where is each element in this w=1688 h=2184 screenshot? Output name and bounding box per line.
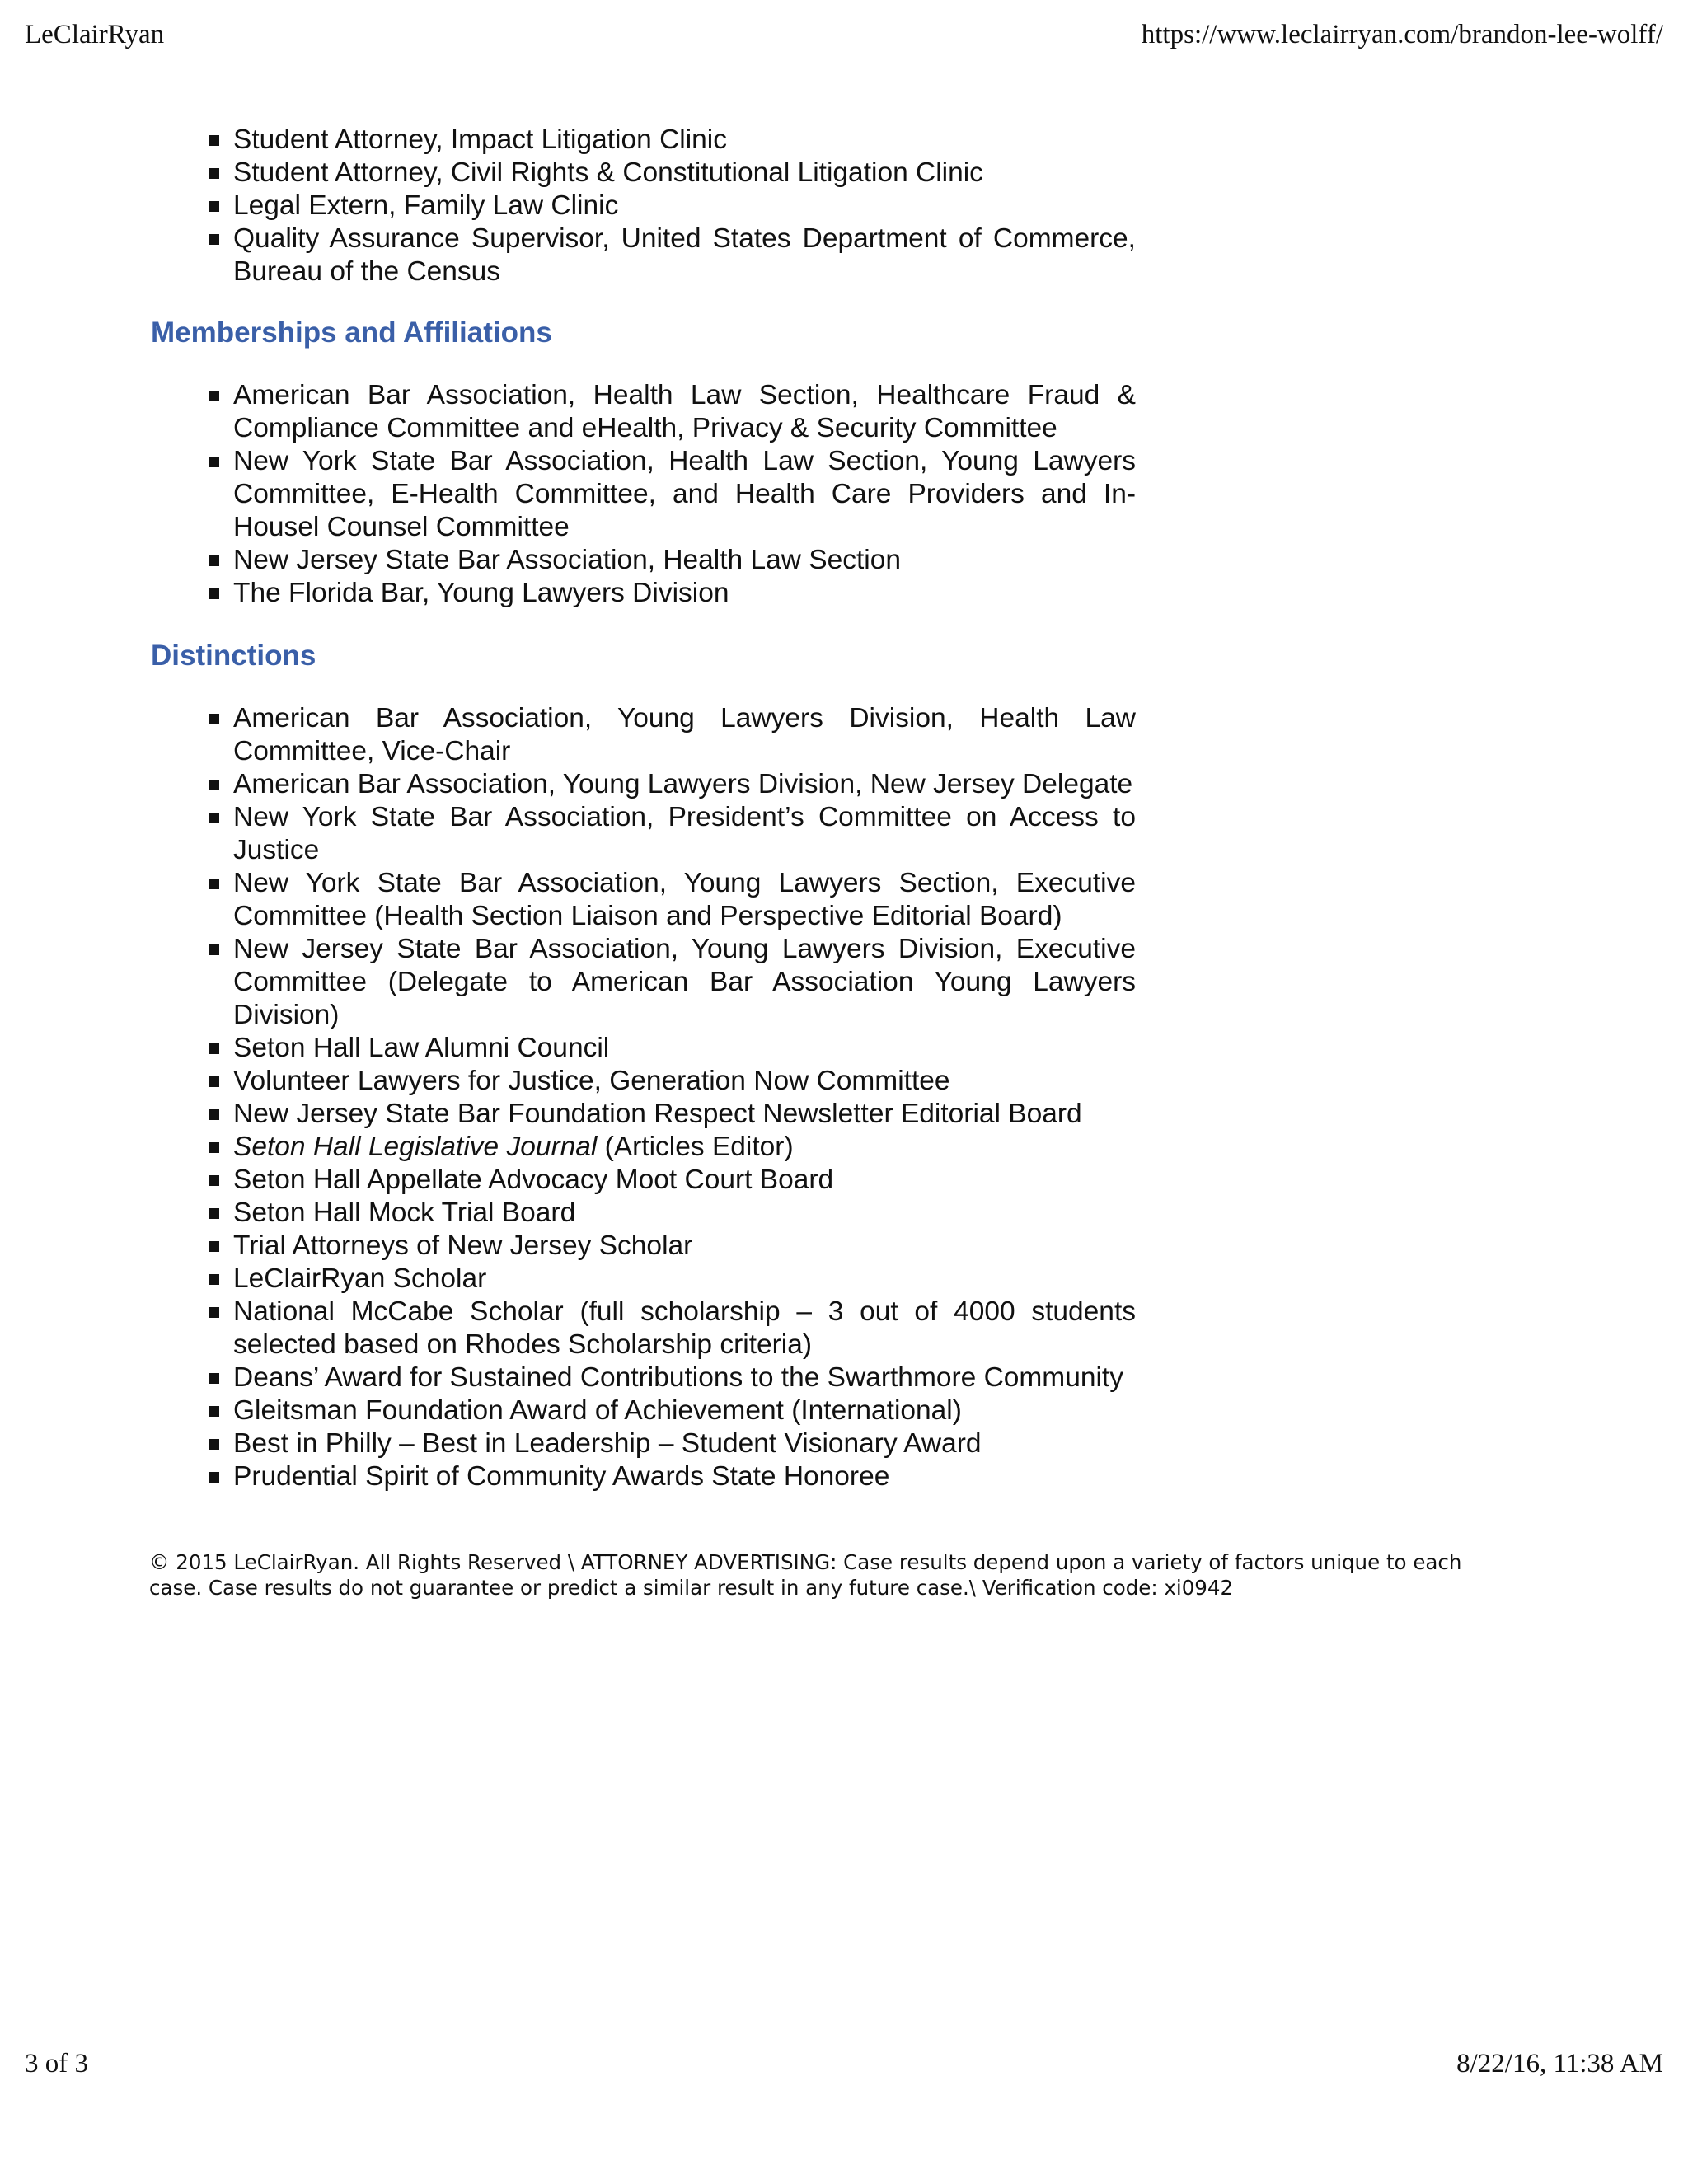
list-item-text: Prudential Spirit of Community Awards State Honoree (233, 1461, 890, 1492)
list-item (233, 1460, 1136, 1493)
list-item (233, 801, 1136, 867)
list-item-text: Trial Attorneys of New Jersey Scholar (233, 1230, 693, 1261)
list-item (233, 1065, 1136, 1098)
bullet-square-icon (209, 1043, 219, 1054)
bullet-square-icon (209, 813, 219, 823)
list-item-text: Legal Extern, Family Law Clinic (233, 190, 619, 221)
list-item-text: Seton Hall Law Alumni Council (233, 1033, 610, 1063)
disclaimer-line-1: © 2015 LeClairRyan. All Rights Reserved \ ATTORNEY ADVERTISING: Case results depend upon a variety of factors unique to each (149, 1550, 1462, 1574)
list-item (233, 445, 1136, 544)
bullet-square-icon (209, 1472, 219, 1483)
list-item-text: (Articles Editor) (597, 1132, 794, 1162)
list-item (233, 1032, 1136, 1065)
list-item (233, 933, 1136, 1032)
list-item-text: New Jersey State Bar Association, Young Lawyers Division, Executive Committee (Delegate to American Bar Association Young Lawyers Division) (233, 934, 1136, 1030)
bullet-square-icon (209, 1274, 219, 1285)
list-item (233, 124, 1136, 157)
list-item-text: Gleitsman Foundation Award of Achievement (International) (233, 1395, 962, 1426)
bullet-square-icon (209, 457, 219, 467)
list-item (233, 190, 1136, 223)
memberships-list (151, 379, 1136, 610)
bullet-square-icon (209, 201, 219, 212)
bullet-square-icon (209, 135, 219, 146)
page-number: 3 of 3 (25, 2049, 88, 2079)
list-item (233, 1230, 1136, 1263)
bullet-square-icon (209, 1241, 219, 1252)
page-url[interactable]: https://www.leclairryan.com/brandon-lee-wolff/ (1141, 20, 1663, 49)
list-item-text: New Jersey State Bar Foundation Respect Newsletter Editorial Board (233, 1099, 1082, 1129)
list-item-text: Seton Hall Appellate Advocacy Moot Court Board (233, 1165, 834, 1195)
list-item (233, 867, 1136, 933)
distinctions-list (151, 702, 1136, 1493)
bullet-square-icon (209, 780, 219, 790)
list-item (233, 702, 1136, 768)
disclaimer-line-2: case. Case results do not guarantee or predict a similar result in any future case.\ Verification code: xi0942 (149, 1576, 1234, 1600)
list-item (233, 1263, 1136, 1296)
list-item-text: LeClairRyan Scholar (233, 1263, 487, 1294)
list-item-text: American Bar Association, Young Lawyers Division, New Jersey Delegate (233, 769, 1133, 799)
list-item-text: Seton Hall Mock Trial Board (233, 1197, 576, 1228)
bullet-square-icon (209, 1307, 219, 1318)
bullet-square-icon (209, 1208, 219, 1219)
bullet-square-icon (209, 714, 219, 724)
list-item (233, 1394, 1136, 1427)
list-item (233, 1296, 1136, 1361)
bullet-square-icon (209, 1076, 219, 1087)
list-item-text: Deans’ Award for Sustained Contributions to the Swarthmore Community (233, 1362, 1123, 1393)
site-name: LeClairRyan (25, 20, 165, 49)
list-item-text: American Bar Association, Young Lawyers Division, Health Law Committee, Vice-Chair (233, 703, 1136, 766)
list-item (233, 1197, 1136, 1230)
experience-list (151, 124, 1136, 288)
list-item (233, 768, 1136, 801)
list-item (233, 1164, 1136, 1197)
list-item (233, 223, 1136, 288)
list-item-text: New York State Bar Association, President’s Committee on Access to Justice (233, 802, 1136, 865)
list-item (233, 577, 1136, 610)
list-item-text: Student Attorney, Impact Litigation Clinic (233, 124, 727, 155)
list-item (233, 1131, 1136, 1164)
list-item-text: National McCabe Scholar (full scholarship – 3 out of 4000 students selected based on Rhodes Scholarship criteria) (233, 1296, 1136, 1360)
bullet-square-icon (209, 1175, 219, 1186)
bullet-square-icon (209, 391, 219, 401)
list-item-text: American Bar Association, Health Law Section, Healthcare Fraud & Compliance Committee and eHealth, Privacy & Security Committee (233, 380, 1136, 443)
list-item-text: The Florida Bar, Young Lawyers Division (233, 578, 729, 608)
list-item-text: Student Attorney, Civil Rights & Constitutional Litigation Clinic (233, 157, 983, 188)
bullet-square-icon (209, 1439, 219, 1450)
list-item-text: Best in Philly – Best in Leadership – Student Visionary Award (233, 1428, 982, 1459)
list-item (233, 544, 1136, 577)
list-item (233, 1361, 1136, 1394)
disclaimer (149, 1549, 1534, 1601)
list-item (233, 379, 1136, 445)
list-item (233, 1098, 1136, 1131)
bullet-square-icon (209, 588, 219, 599)
main-content (151, 124, 1136, 1493)
list-item-text: Volunteer Lawyers for Justice, Generation Now Committee (233, 1066, 950, 1096)
print-header (25, 20, 1663, 50)
bullet-square-icon (209, 879, 219, 889)
bullet-square-icon (209, 234, 219, 245)
print-datetime: 8/22/16, 11:38 AM (1456, 2049, 1663, 2079)
bullet-square-icon (209, 1109, 219, 1120)
bullet-square-icon (209, 944, 219, 955)
distinctions-heading: Distinctions (151, 640, 316, 672)
list-item-italic-text: Seton Hall Legislative Journal (233, 1132, 598, 1162)
list-item-text: New York State Bar Association, Health Law Section, Young Lawyers Committee, E-Health Committee, and Health Care Providers and In-Housel Counsel Committee (233, 446, 1136, 542)
list-item (233, 157, 1136, 190)
bullet-square-icon (209, 1373, 219, 1384)
memberships-heading: Memberships and Affiliations (151, 316, 552, 349)
list-item-text: New York State Bar Association, Young Lawyers Section, Executive Committee (Health Section Liaison and Perspective Editorial Board) (233, 868, 1136, 931)
list-item-text: New Jersey State Bar Association, Health Law Section (233, 545, 901, 575)
list-item (233, 1427, 1136, 1460)
list-item-text: Quality Assurance Supervisor, United States Department of Commerce, Bureau of the Census (233, 223, 1136, 287)
print-footer (25, 2049, 1663, 2079)
bullet-square-icon (209, 555, 219, 566)
bullet-square-icon (209, 1406, 219, 1417)
bullet-square-icon (209, 168, 219, 179)
bullet-square-icon (209, 1142, 219, 1153)
